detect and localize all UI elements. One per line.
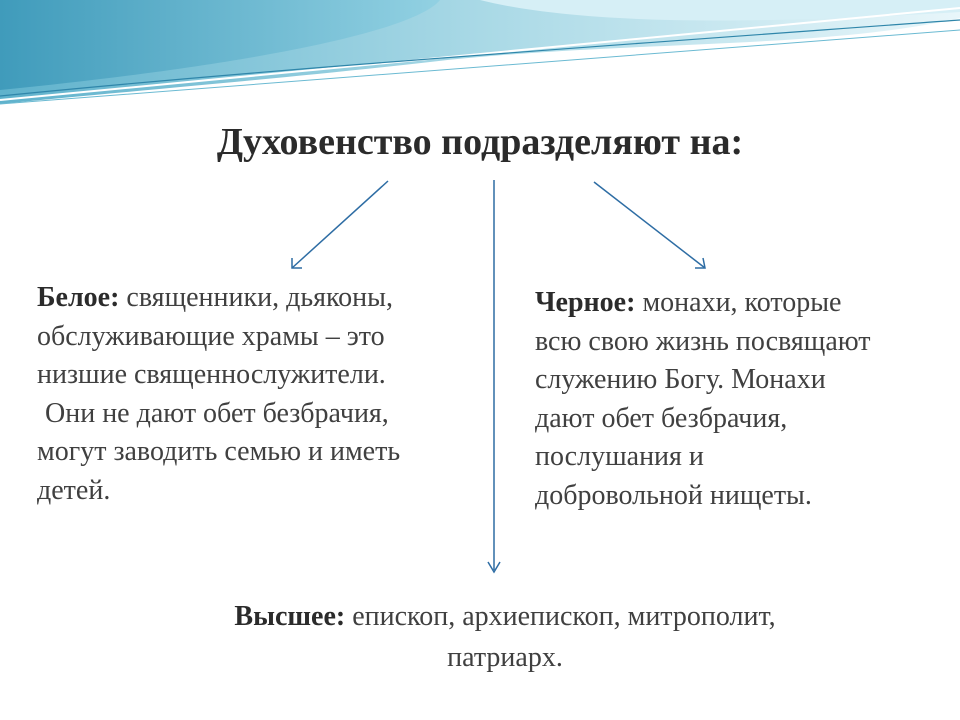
white-clergy-line: могут заводить семью и иметь [37, 436, 401, 467]
higher-clergy-line: епископ, архиепископ, митрополит, [352, 601, 776, 632]
white-clergy-line: священники, дьяконы, [126, 282, 393, 313]
white-clergy-line: детей. [37, 474, 111, 506]
white-clergy-line: обслуживающие храмы – это [37, 320, 385, 352]
arrow-to-black [594, 182, 705, 268]
black-clergy-line: служению Богу. Монахи [535, 364, 826, 395]
white-clergy-line: низшие священнослужители. [37, 359, 386, 390]
black-clergy-line: всю свою жизнь посвящают [535, 325, 871, 357]
higher-clergy-lead: Высшее: [234, 601, 346, 632]
black-clergy-lead: Черное: [535, 287, 636, 318]
page-title: Духовенство подразделяют на: [216, 121, 744, 163]
black-clergy-line: дают обет безбрачия, [535, 402, 788, 434]
black-clergy-block [535, 284, 935, 515]
white-clergy-line: Они не дают обет безбрачия, [45, 397, 389, 429]
black-clergy-line: послушания и [535, 441, 704, 472]
white-clergy-block [37, 279, 477, 510]
higher-clergy-block [130, 596, 880, 678]
higher-clergy-line: патриарх. [447, 642, 563, 673]
black-clergy-line: монахи, которые [642, 287, 842, 318]
arrow-to-white [292, 181, 388, 268]
black-clergy-line: добровольной нищеты. [535, 479, 812, 511]
white-clergy-lead: Белое: [37, 282, 120, 313]
